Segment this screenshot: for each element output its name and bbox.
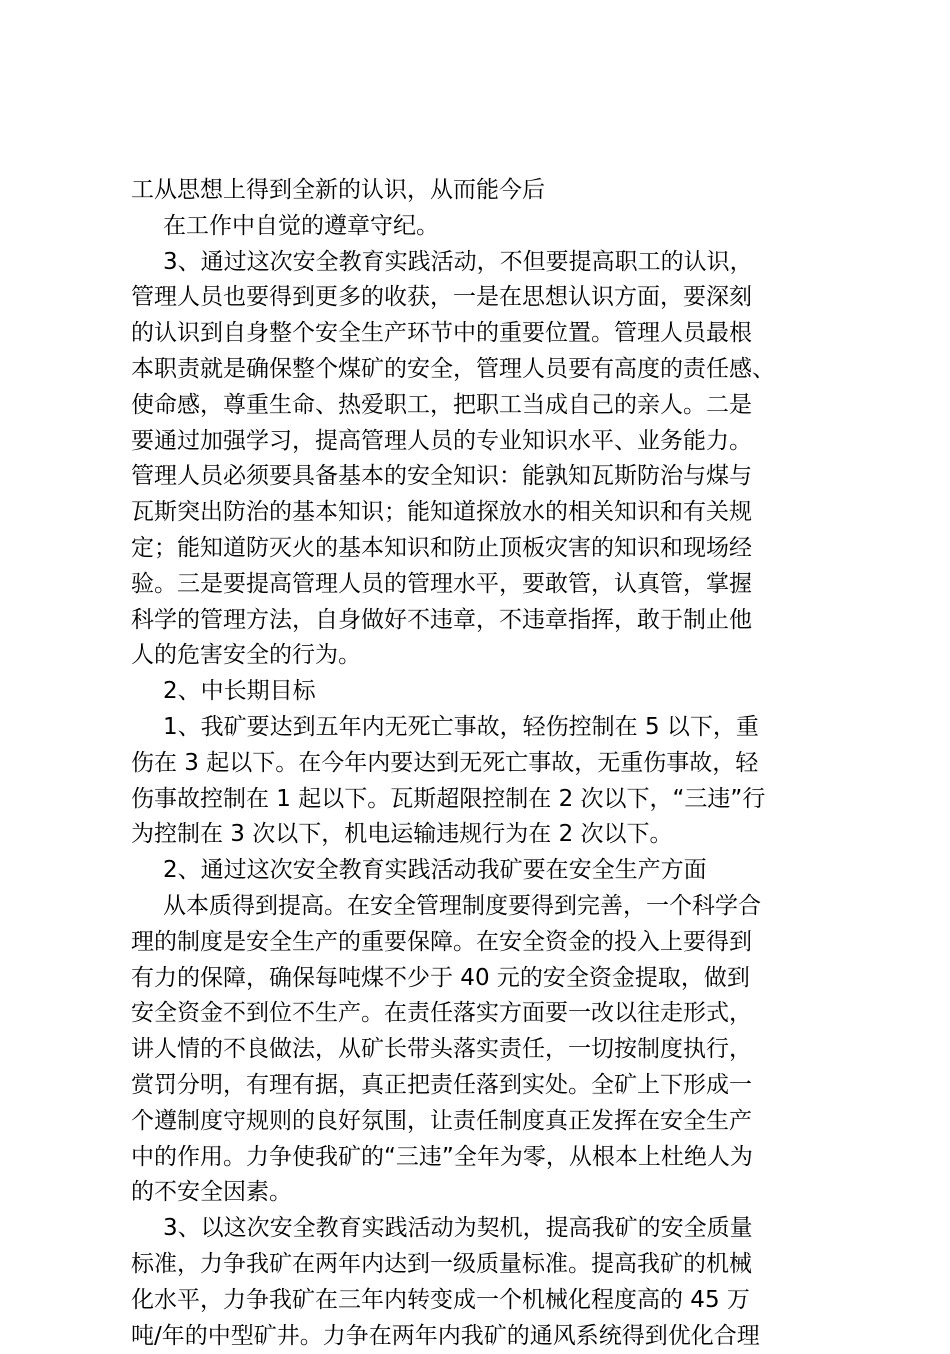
text-line: 化水平，力争我矿在三年内转变成一个机械化程度高的 45 万 [131, 1283, 836, 1319]
text-line: 在工作中自觉的遵章守纪。 [131, 209, 836, 245]
text-line: 人的危害安全的行为。 [131, 638, 836, 674]
text-line: 要通过加强学习，提高管理人员的专业知识水平、业务能力。 [131, 424, 836, 460]
text-line: 瓦斯突出防治的基本知识；能知道探放水的相关知识和有关规 [131, 495, 836, 531]
text-line: 3、以这次安全教育实践活动为契机，提高我矿的安全质量 [131, 1211, 836, 1247]
section-heading: 2、中长期目标 [131, 674, 836, 710]
text-line: 中的作用。力争使我矿的“三违”全年为零，从根本上杜绝人为 [131, 1140, 836, 1176]
text-line: 定；能知道防灭火的基本知识和防止顶板灾害的知识和现场经 [131, 531, 836, 567]
text-line: 本职责就是确保整个煤矿的安全，管理人员要有高度的责任感、 [131, 352, 836, 388]
text-line: 的不安全因素。 [131, 1175, 836, 1211]
text-line: 吨/年的中型矿井。力争在两年内我矿的通风系统得到优化合理 [131, 1319, 836, 1354]
text-line: 有力的保障，确保每吨煤不少于 40 元的安全资金提取，做到 [131, 961, 836, 997]
document-body [131, 173, 836, 1354]
text-line: 安全资金不到位不生产。在责任落实方面要一改以往走形式， [131, 996, 836, 1032]
text-line: 使命感，尊重生命、热爱职工，把职工当成自己的亲人。二是 [131, 388, 836, 424]
text-line: 标准，力争我矿在两年内达到一级质量标准。提高我矿的机械 [131, 1247, 836, 1283]
text-line: 管理人员也要得到更多的收获，一是在思想认识方面，要深刻 [131, 280, 836, 316]
text-line: 伤在 3 起以下。在今年内要达到无死亡事故，无重伤事故，轻 [131, 746, 836, 782]
text-line: 赏罚分明，有理有据，真正把责任落到实处。全矿上下形成一 [131, 1068, 836, 1104]
text-line: 从本质得到提高。在安全管理制度要得到完善，一个科学合 [131, 889, 836, 925]
text-line: 讲人情的不良做法，从矿长带头落实责任，一切按制度执行， [131, 1032, 836, 1068]
text-line: 管理人员必须要具备基本的安全知识：能孰知瓦斯防治与煤与 [131, 459, 836, 495]
text-line: 3、通过这次安全教育实践活动，不但要提高职工的认识， [131, 245, 836, 281]
text-line: 2、通过这次安全教育实践活动我矿要在安全生产方面 [131, 853, 836, 889]
text-line: 理的制度是安全生产的重要保障。在安全资金的投入上要得到 [131, 925, 836, 961]
text-line: 的认识到自身整个安全生产环节中的重要位置。管理人员最根 [131, 316, 836, 352]
text-line: 为控制在 3 次以下，机电运输违规行为在 2 次以下。 [131, 817, 836, 853]
text-line: 验。三是要提高管理人员的管理水平，要敢管，认真管，掌握 [131, 567, 836, 603]
text-line: 工从思想上得到全新的认识，从而能今后 [131, 173, 836, 209]
text-line: 1、我矿要达到五年内无死亡事故，轻伤控制在 5 以下，重 [131, 710, 836, 746]
text-line: 伤事故控制在 1 起以下。瓦斯超限控制在 2 次以下，“三违”行 [131, 782, 836, 818]
text-line: 科学的管理方法，自身做好不违章，不违章指挥，敢于制止他 [131, 603, 836, 639]
text-line: 个遵制度守规则的良好氛围，让责任制度真正发挥在安全生产 [131, 1104, 836, 1140]
